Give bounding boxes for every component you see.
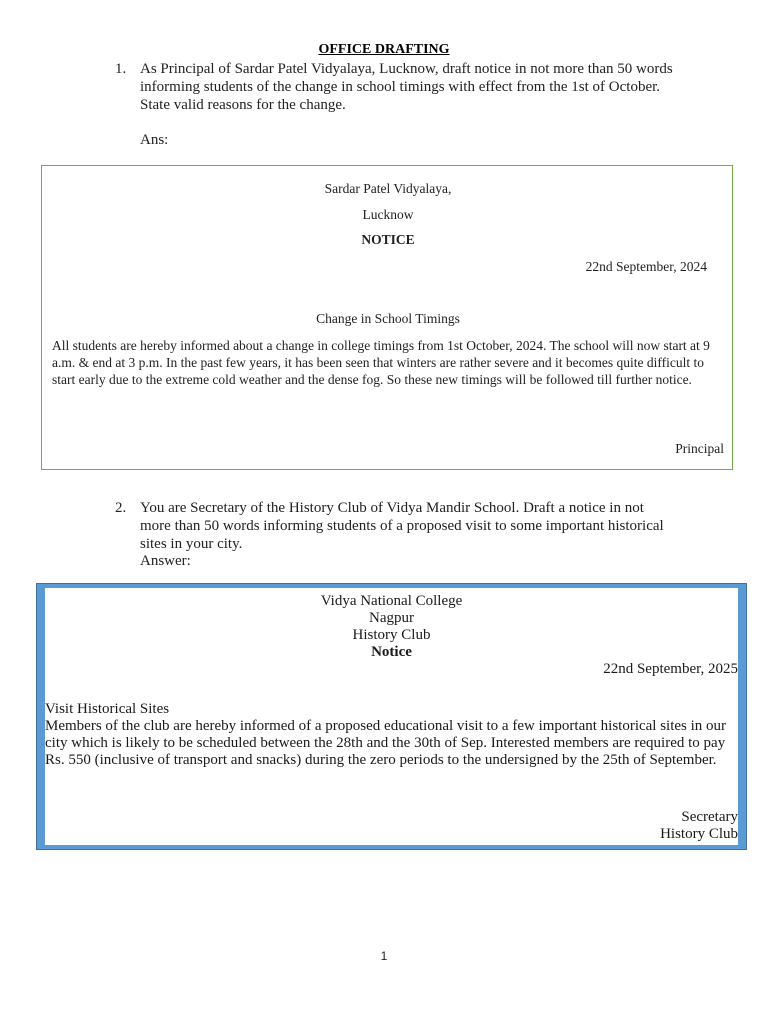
notice-1-title: NOTICE — [361, 232, 415, 247]
notice-1-signature: Principal — [675, 441, 724, 456]
page-number: 1 — [380, 949, 388, 963]
notice-2-signature-title: Secretary — [681, 809, 738, 825]
notice-2-title: Notice — [371, 644, 412, 660]
notice-2-city: Nagpur — [369, 610, 414, 626]
page-heading: OFFICE DRAFTING — [318, 42, 450, 57]
notice-1-subject: Change in School Timings — [316, 311, 460, 326]
notice-1-city: Lucknow — [362, 207, 414, 222]
question-1-number: 1. — [115, 61, 127, 77]
notice-1-school: Sardar Patel Vidyalaya, — [324, 181, 452, 196]
notice-2-content — [45, 588, 738, 845]
notice-1-body: All students are hereby informed about a change in college timings from 1st October, 2024. The school will now start at 9 a.m. & end at 3 p.m. In the past few years, it has been seen that winters are rather severe and it becomes quite difficult to start early due to the extreme cold weather and the dense fog. So these new timings will be followed till further notice. — [52, 338, 710, 387]
notice-2-body: Members of the club are hereby informed of a proposed educational visit to a few important historical sites in our city which is likely to be scheduled between the 28th and the 30th of Sep. Interested members are required to pay Rs. 550 (inclusive of transport and snacks) during the zero periods to the undersigned by the 25th of September. — [45, 718, 727, 768]
notice-2-box — [36, 583, 747, 850]
answer-2-label: Answer: — [140, 553, 191, 569]
question-1 — [115, 60, 675, 114]
notice-2-subject: Visit Historical Sites — [45, 701, 170, 717]
notice-2-school: Vidya National College — [320, 593, 463, 609]
question-2-text: You are Secretary of the History Club of Vidya Mandir School. Draft a notice in not more than 50 words informing students of a proposed visit to some important historical sites in your city. — [140, 500, 664, 552]
notice-2-date: 22nd September, 2025 — [603, 661, 738, 677]
notice-1-box — [41, 165, 733, 470]
question-2-number: 2. — [115, 500, 127, 516]
question-2 — [115, 499, 675, 553]
notice-2-club: History Club — [352, 627, 431, 643]
notice-1-date: 22nd September, 2024 — [585, 259, 707, 274]
answer-1-label: Ans: — [140, 132, 169, 148]
question-1-text: As Principal of Sardar Patel Vidyalaya, Lucknow, draft notice in not more than 50 words informing students of the change in school timings with effect from the 1st of October. State valid reasons for the change. — [140, 61, 673, 113]
notice-2-signature-club: History Club — [660, 826, 738, 842]
